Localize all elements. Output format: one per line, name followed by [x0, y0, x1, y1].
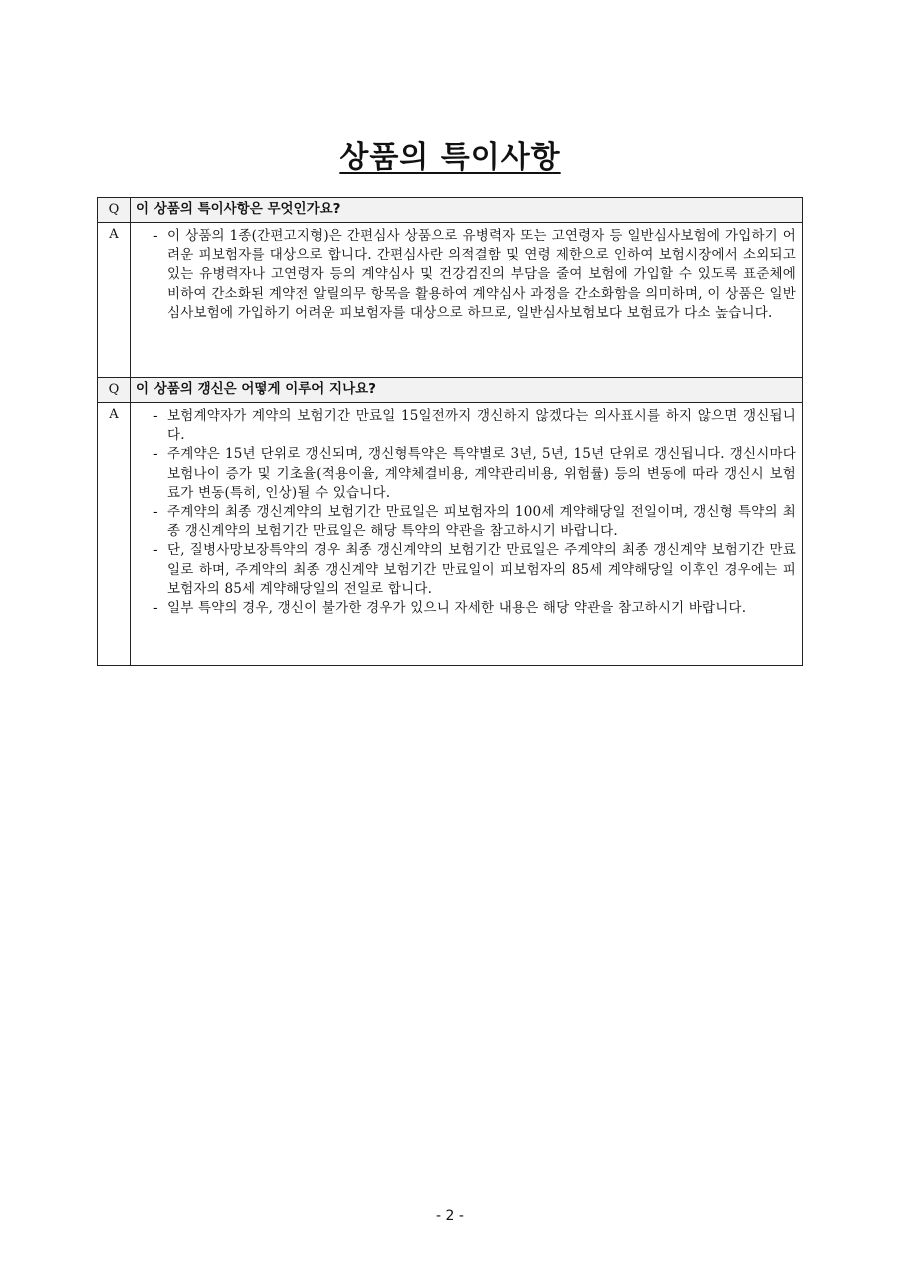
answer-text: 일부 특약의 경우, 갱신이 불가한 경우가 있으니 자세한 내용은 해당 약관을 참고하시기 바랍니다. — [167, 600, 747, 617]
a-marker: A — [98, 403, 131, 666]
answer-list — [153, 227, 796, 323]
answer-item — [153, 227, 796, 323]
answer-item — [153, 503, 796, 541]
answer-text: 주계약의 최종 갱신계약의 보험기간 만료일은 피보험자의 100세 계약해당일 전일이며, 갱신형 특약의 최종 갱신계약의 보험기간 만료일은 해당 특약의 약관을 참고하시기 바랍니다. — [167, 504, 796, 540]
question-row-2 — [98, 378, 803, 403]
answer-row-1 — [98, 223, 803, 378]
answer-item — [153, 445, 796, 503]
answer-text: 보험계약자가 계약의 보험기간 만료일 15일전까지 갱신하지 않겠다는 의사표시를 하지 않으면 갱신됩니다. — [167, 408, 796, 444]
answer-text: 이 상품의 1종(간편고지형)은 간편심사 상품으로 유병력자 또는 고연령자 등 일반심사보험에 가입하기 어려운 피보험자를 대상으로 합니다. 간편심사란 의적결함 및 연령 제한으로 인하여 보험시장에서 소외되고 있는 유병력자나 고연령자 등의 계약심사 및 건강검진의 부담을 줄여 보험에 가입할 수 있도록 표준체에 비하여 간소화된 계약전 알릴의무 항목을 활용하여 계약심사 과정을 간소화함을 의미하며, 이 상품은 일반심사보험에 가입하기 어려운 피보험자를 대상으로 하므로, 일반심사보험보다 보험료가 다소 높습니다. — [167, 228, 796, 321]
dash-icon: - — [153, 542, 158, 559]
page-title — [0, 132, 900, 176]
page-title-text: 상품의 특이사항 — [339, 140, 561, 175]
qa-table — [97, 197, 803, 666]
dash-icon: - — [153, 228, 158, 244]
a-marker: A — [98, 223, 131, 378]
answer-list — [153, 407, 796, 618]
answer-text: 주계약은 15년 단위로 갱신되며, 갱신형특약은 특약별로 3년, 5년, 15년 단위로 갱신됩니다. 갱신시마다 보험나이 증가 및 기초율(적용이율, 계약체결비용, 계약관리비용, 위험률) 등의 변동에 따라 갱신시 보험료가 변동(특히, 인상)될 수 있습니다. — [167, 446, 796, 501]
answer-cell — [131, 223, 803, 378]
dash-icon: - — [153, 600, 158, 617]
answer-item — [153, 599, 796, 618]
answer-text: 단, 질병사망보장특약의 경우 최종 갱신계약의 보험기간 만료일은 주계약의 최종 갱신계약 보험기간 만료일로 하며, 주계약의 최종 갱신계약 보험기간 만료일이 피보험자의 85세 계약해당일 이후인 경우에는 피보험자의 85세 계약해당일의 전일로 합니다. — [167, 542, 796, 597]
q-marker: Q — [98, 378, 131, 403]
page-number: - 2 - — [436, 1208, 464, 1224]
dash-icon: - — [153, 446, 158, 463]
answer-row-2 — [98, 403, 803, 666]
answer-cell — [131, 403, 803, 666]
q-marker: Q — [98, 198, 131, 223]
question-text: 이 상품의 갱신은 어떻게 이루어 지나요? — [131, 378, 803, 403]
dash-icon: - — [153, 504, 158, 521]
answer-item — [153, 541, 796, 599]
question-row-1 — [98, 198, 803, 223]
answer-item — [153, 407, 796, 445]
dash-icon: - — [153, 408, 158, 424]
question-text: 이 상품의 특이사항은 무엇인가요? — [131, 198, 803, 223]
